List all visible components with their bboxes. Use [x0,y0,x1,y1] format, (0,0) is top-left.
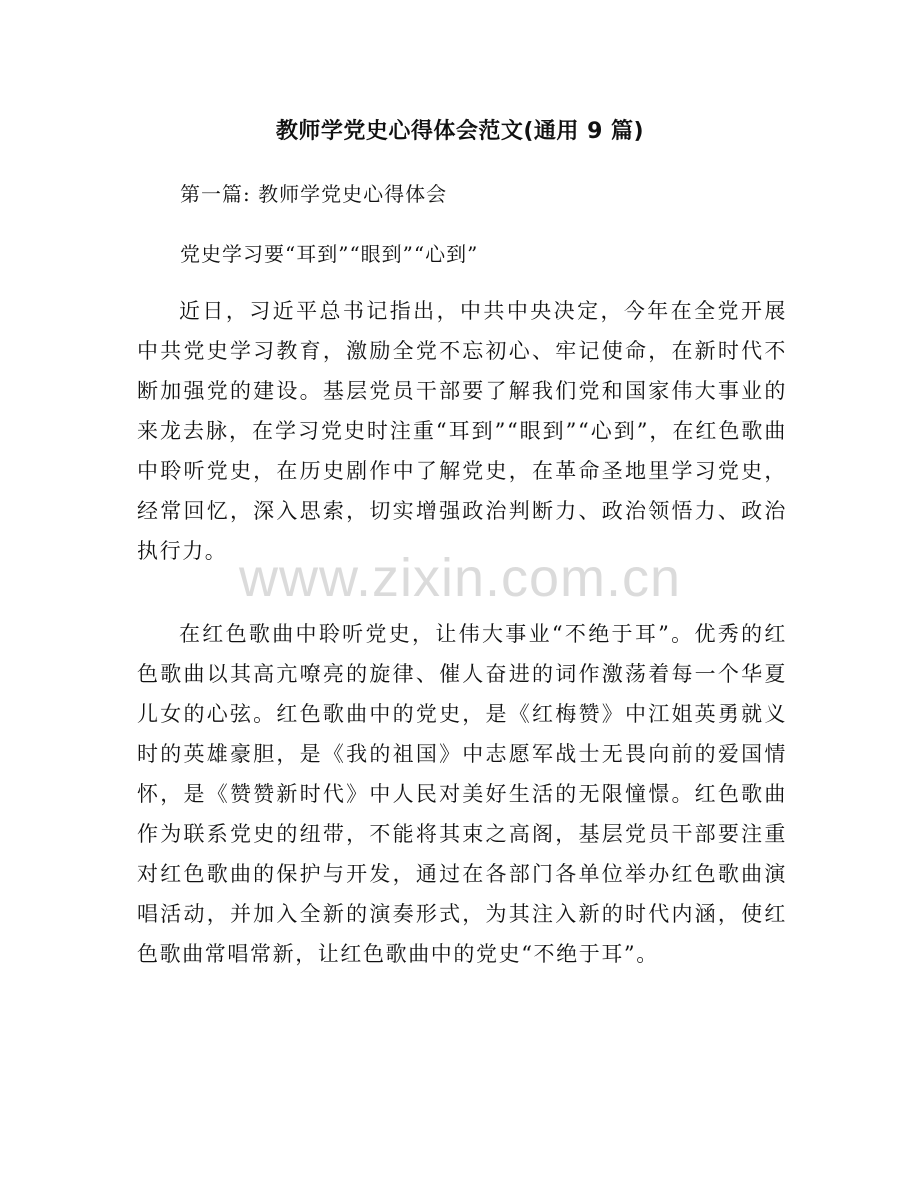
body-paragraph-2: 在红色歌曲中聆听党史，让伟大事业“不绝于耳”。优秀的红色歌曲以其高亢嘹亮的旋律、催人奋进的词作激荡着每一个华夏儿女的心弦。红色歌曲中的党史，是《红梅赞》中江姐英勇就义时的英雄豪胆，是《我的祖国》中志愿军战士无畏向前的爱国情怀，是《赞赞新时代》中人民对美好生活的无限憧憬。红色歌曲作为联系党史的纽带，不能将其束之高阁，基层党员干部要注重对红色歌曲的保护与开发，通过在各部门各单位举办红色歌曲演唱活动，并加入全新的演奏形式，为其注入新的时代内涵，使红色歌曲常唱常新，让红色歌曲中的党史“不绝于耳”。 [137,622,787,966]
watermark: www.zixin.com.cn [238,548,682,608]
section-heading: 第一篇: 教师学党史心得体会 [180,182,448,206]
document-title: 教师学党史心得体会范文(通用 9 篇) [275,119,645,144]
sub-heading: 党史学习要“耳到”“眼到”“心到” [180,242,479,266]
body-paragraph-1: 近日，习近平总书记指出，中共中央决定，今年在全党开展中共党史学习教育，激励全党不忘初心、牢记使命，在新时代不断加强党的建设。基层党员干部要了解我们党和国家伟大事业的来龙去脉，在学习党史时注重“耳到”“眼到”“心到”，在红色歌曲中聆听党史，在历史剧作中了解党史，在革命圣地里学习党史，经常回忆，深入思索，切实增强政治判断力、政治领悟力、政治执行力。 [137,299,787,563]
